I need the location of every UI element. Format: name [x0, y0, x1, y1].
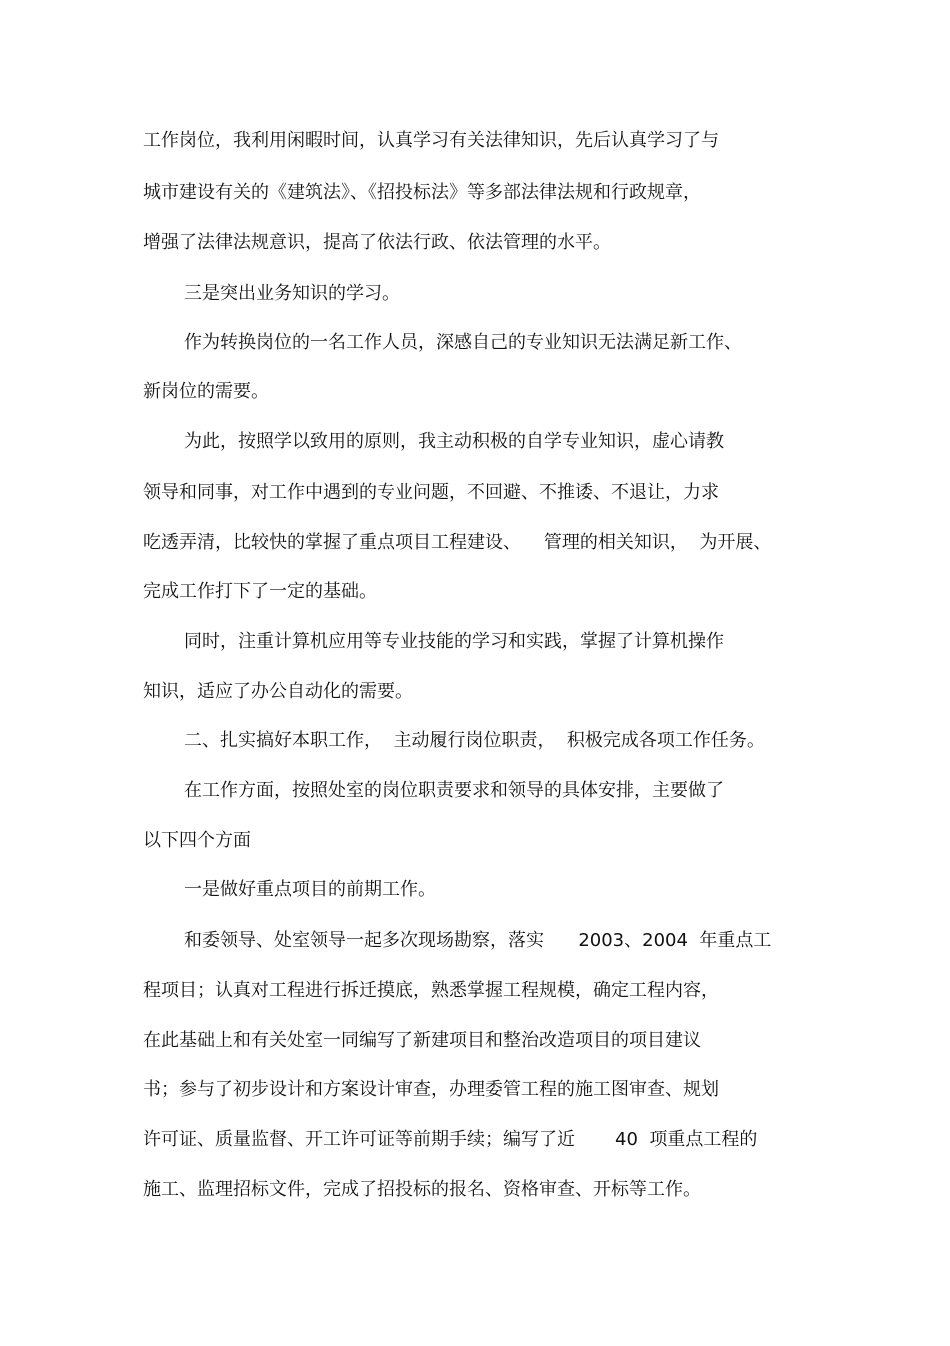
text-line: 许可证、质量监督、开工许可证等前期手续；编写了近 40 项重点工程的	[143, 1129, 758, 1150]
paragraph-heading: 一是做好重点项目的前期工作。	[184, 879, 436, 900]
text-line: 程项目；认真对工程进行拆迁摸底，熟悉掌握工程规模，确定工程内容，	[143, 980, 719, 1001]
text-line: 领导和同事，对工作中遇到的专业问题，不回避、不推诿、不退让，力求	[143, 482, 719, 503]
text-line: 以下四个方面	[143, 830, 251, 851]
text-line: 新岗位的需要。	[143, 381, 269, 402]
text-line: 在此基础上和有关处室一同编写了新建项目和整治改造项目的项目建议	[143, 1030, 701, 1051]
text-line: 完成工作打下了一定的基础。	[143, 581, 377, 602]
text-line: 施工、监理招标文件，完成了招投标的报名、资格审查、开标等工作。	[143, 1179, 701, 1200]
text-line: 知识，适应了办公自动化的需要。	[143, 681, 413, 702]
text-line: 吃透弄清，比较快的掌握了重点项目工程建设、 管理的相关知识， 为开展、	[143, 532, 772, 553]
text-line: 工作岗位，我利用闲暇时间，认真学习有关法律知识，先后认真学习了与	[143, 130, 719, 151]
text-line: 在工作方面，按照处室的岗位职责要求和领导的具体安排，主要做了	[184, 780, 724, 801]
text-line: 增强了法律法规意识，提高了依法行政、依法管理的水平。	[143, 232, 611, 253]
text-line: 城市建设有关的《建筑法》、《招投标法》等多部法律法规和行政规章，	[143, 182, 701, 203]
text-line: 书；参与了初步设计和方案设计审查，办理委管工程的施工图审查、规划	[143, 1079, 719, 1100]
section-heading: 二、扎实搞好本职工作， 主动履行岗位职责， 积极完成各项工作任务。	[184, 730, 765, 751]
text-line: 为此，按照学以致用的原则，我主动积极的自学专业知识，虚心请教	[184, 431, 724, 452]
text-line: 作为转换岗位的一名工作人员，深感自己的专业知识无法满足新工作、	[184, 332, 742, 353]
text-line: 同时，注重计算机应用等专业技能的学习和实践，掌握了计算机操作	[184, 631, 724, 652]
paragraph-heading: 三是突出业务知识的学习。	[184, 283, 400, 304]
text-line: 和委领导、处室领导一起多次现场勘察，落实 2003、2004 年重点工	[184, 930, 772, 951]
